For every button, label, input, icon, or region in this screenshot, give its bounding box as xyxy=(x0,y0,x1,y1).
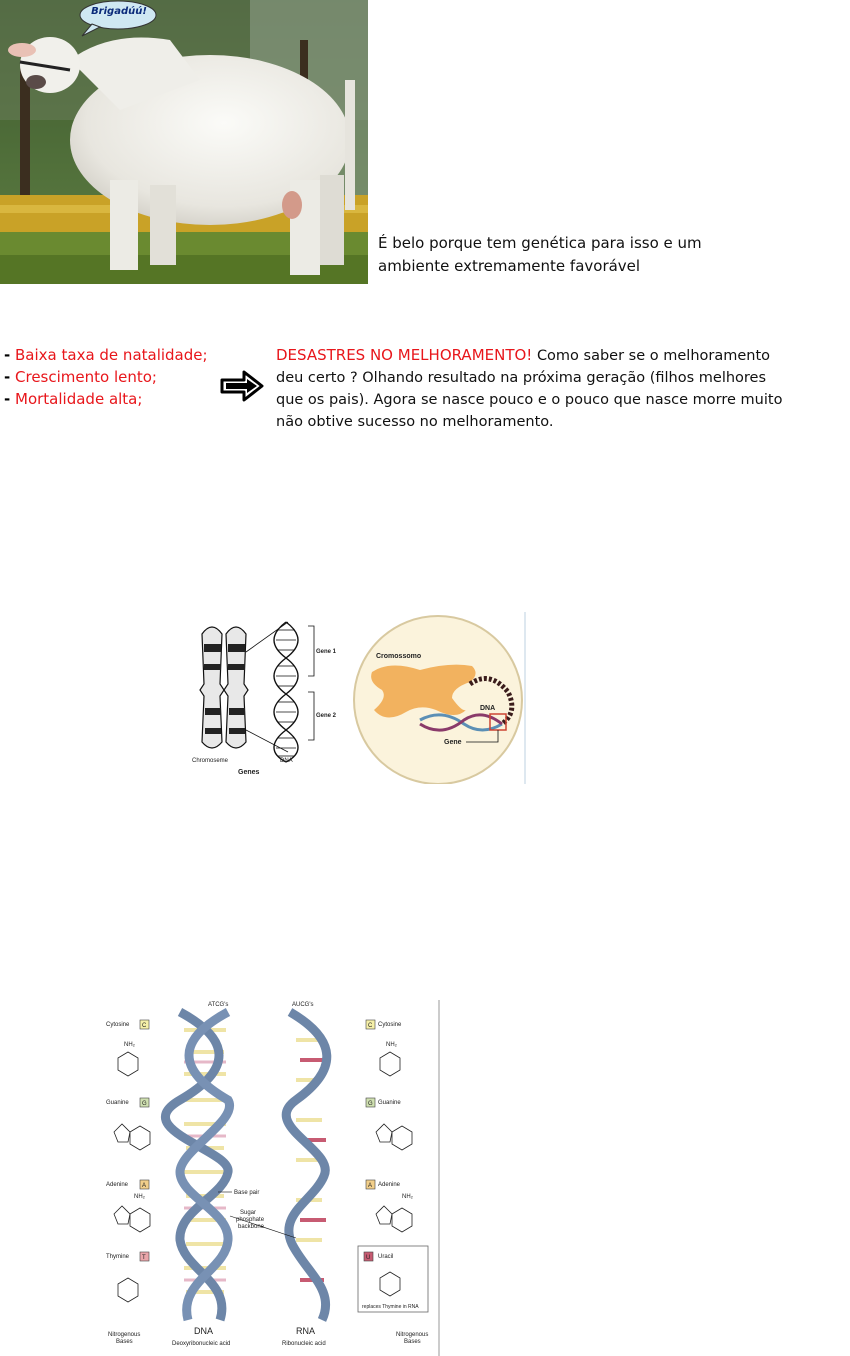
adenine-nh2-right: NH₂ xyxy=(402,1194,413,1200)
genes-title: Genes xyxy=(238,769,260,776)
dna-helix-drawing xyxy=(274,622,298,762)
uracil-letter: U xyxy=(366,1255,371,1261)
cytosine-letter: C xyxy=(142,1023,147,1029)
dna-full-name: Deoxyribonucleic acid xyxy=(172,1341,231,1347)
thymine-label: Thymine xyxy=(106,1254,130,1260)
nitrogenous-right-2: Bases xyxy=(404,1339,421,1345)
list-item xyxy=(4,366,244,388)
list-item-text: Baixa taxa de natalidade; xyxy=(15,346,208,364)
adenine-nh2: NH₂ xyxy=(134,1194,145,1200)
list-item-text: Crescimento lento; xyxy=(15,368,157,386)
dna-right-label: DNA xyxy=(480,705,496,712)
dna-title: DNA xyxy=(194,1326,214,1336)
paragraph-line-4: não obtive sucesso no melhoramento. xyxy=(276,414,554,430)
gene-2-label: Gene 2 xyxy=(316,713,337,719)
sugar-label-3: backbone xyxy=(238,1224,265,1230)
gene-chromosome-figure xyxy=(190,612,526,784)
nitrogenous-right-1: Nitrogenous xyxy=(396,1332,429,1338)
adenine-letter-right: A xyxy=(368,1183,373,1189)
chromosome-drawing xyxy=(200,622,288,752)
paragraph-line-2: deu certo ? Olhando resultado na próxima geração (filhos melhores xyxy=(276,370,767,386)
cytosine-nh2: NH₂ xyxy=(124,1042,135,1048)
sugar-label-2: phosphate xyxy=(236,1217,265,1223)
speech-bubble-text: Brigadúú! xyxy=(91,6,147,17)
guanine-letter: G xyxy=(142,1101,147,1107)
atcg-label: ATCG's xyxy=(208,1002,229,1008)
list-dash: - xyxy=(4,368,11,386)
base-pair-label: Base pair xyxy=(234,1190,260,1196)
paragraph-line-1-rest: Como saber se o melhoramento xyxy=(536,348,771,364)
caption-line-1: É belo porque tem genética para isso e um xyxy=(378,234,702,252)
guanine-letter-right: G xyxy=(368,1101,373,1107)
list-item xyxy=(4,344,244,366)
adenine-label: Adenine xyxy=(106,1182,129,1188)
cytosine-label-right: Cytosine xyxy=(378,1022,402,1028)
guanine-label: Guanine xyxy=(106,1100,129,1106)
rna-full-name: Ribonucleic acid xyxy=(282,1341,326,1347)
paragraph-line-1 xyxy=(276,344,850,367)
adenine-letter: A xyxy=(142,1183,147,1189)
list-dash: - xyxy=(4,390,11,408)
thymine-letter: T xyxy=(142,1255,146,1261)
nitrogenous-left-1: Nitrogenous xyxy=(108,1332,141,1338)
cytosine-letter-right: C xyxy=(368,1023,373,1029)
paragraph-line-3: que os pais). Agora se nasce pouco e o pouco que nasce morre muito xyxy=(276,392,783,408)
adenine-label-right: Adenine xyxy=(378,1182,401,1188)
list-item-text: Mortalidade alta; xyxy=(15,390,143,408)
guanine-label-right: Guanine xyxy=(378,1100,401,1106)
sugar-label-1: Sugar xyxy=(240,1210,257,1216)
chromosome-label: Chromoseme xyxy=(192,758,229,764)
replaces-note: replaces Thymine in RNA xyxy=(362,1304,419,1310)
gene-label: Gene xyxy=(444,739,462,746)
uracil-label: Uracil xyxy=(378,1254,394,1260)
gene-1-label: Gene 1 xyxy=(316,649,337,655)
disaster-heading: DESASTRES NO MELHORAMENTO! xyxy=(276,346,533,364)
dna-label: DNA xyxy=(280,758,293,764)
dna-rna-figure xyxy=(100,1000,440,1356)
list-item xyxy=(4,388,244,410)
aucg-label: AUCG's xyxy=(292,1002,314,1008)
caption-line-2: ambiente extremamente favorável xyxy=(378,257,641,275)
list-dash: - xyxy=(4,346,11,364)
rna-title: RNA xyxy=(296,1326,316,1336)
photo-caption xyxy=(378,232,838,278)
cytosine-nh2-right: NH₂ xyxy=(386,1042,397,1048)
cow-photo xyxy=(0,0,368,284)
nitrogenous-left-2: Bases xyxy=(116,1339,133,1345)
problem-list xyxy=(4,344,244,410)
disaster-paragraph xyxy=(276,344,850,433)
cytosine-label: Cytosine xyxy=(106,1022,130,1028)
arrow-right-icon xyxy=(220,370,264,402)
cromossomo-label: Cromossomo xyxy=(376,653,422,660)
